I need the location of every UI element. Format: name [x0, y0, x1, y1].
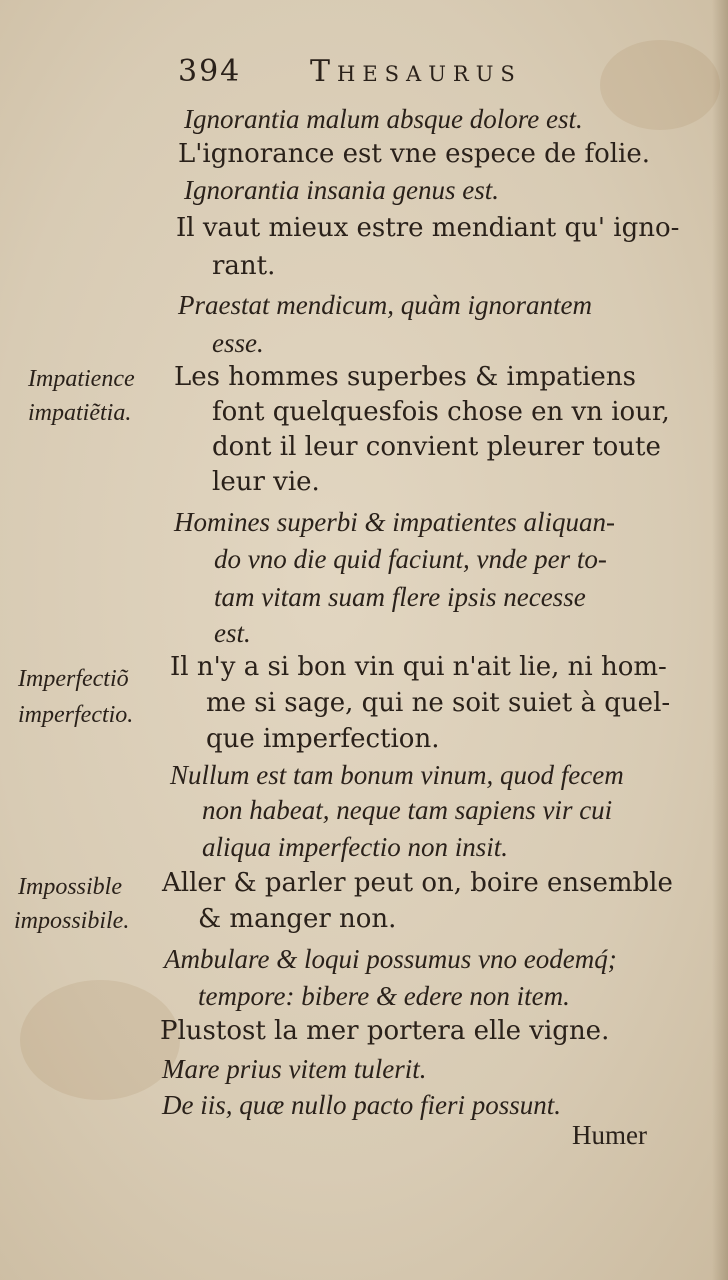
text-line: do vno die quid faciunt, vnde per to- — [214, 544, 607, 574]
text-line: dont il leur convient pleurer toute — [212, 432, 661, 462]
page-gutter-shadow — [712, 0, 728, 1280]
text-line: que imperfection. — [206, 724, 440, 754]
text-line: est. — [214, 618, 251, 648]
text-line: Homines superbi & impatientes aliquan- — [174, 507, 615, 537]
text-line: me si sage, qui ne soit suiet à quel- — [206, 688, 671, 718]
page-number: 394 — [178, 54, 242, 89]
text-line: Nullum est tam bonum vinum, quod fecem — [170, 760, 624, 790]
text-line: Praestat mendicum, quàm ignorantem — [178, 290, 592, 320]
text-line: Ignorantia malum absque dolore est. — [184, 104, 583, 134]
text-line: esse. — [212, 328, 264, 358]
text-line: rant. — [212, 251, 276, 281]
running-title: Thesaurus — [310, 54, 522, 89]
text-line: tam vitam suam flere ipsis necesse — [214, 582, 586, 612]
text-line: non habeat, neque tam sapiens vir cui — [202, 795, 613, 825]
paper-stain — [20, 980, 180, 1100]
margin-keyword-latin: impatiẽtia. — [28, 400, 132, 426]
text-line: De iis, quæ nullo pacto fieri possunt. — [162, 1090, 562, 1120]
text-line: Les hommes superbes & impatiens — [174, 362, 636, 392]
text-line: Mare prius vitem tulerit. — [162, 1054, 427, 1084]
text-line: Ignorantia insania genus est. — [184, 175, 499, 205]
text-line: & manger non. — [198, 904, 397, 934]
margin-keyword-latin: imperfectio. — [18, 702, 134, 728]
text-line: leur vie. — [212, 467, 320, 497]
running-header — [178, 52, 638, 96]
text-line: Il vaut mieux estre mendiant qu' igno- — [176, 213, 680, 243]
text-line: Il n'y a si bon vin qui n'ait lie, ni hom- — [170, 652, 667, 682]
text-line: Aller & parler peut on, boire ensemble — [162, 868, 673, 898]
text-line: L'ignorance est vne espece de folie. — [178, 139, 651, 169]
margin-keyword: Impossible — [18, 874, 122, 900]
text-line: tempore: bibere & edere non item. — [198, 981, 570, 1011]
margin-keyword: Impatience — [28, 366, 135, 392]
text-line: Ambulare & loqui possumus vno eodemq́; — [164, 944, 617, 974]
catchword: Humer — [572, 1120, 647, 1150]
text-line: aliqua imperfectio non insit. — [202, 832, 508, 862]
margin-keyword: Imperfectiõ — [18, 666, 129, 692]
text-line: font quelquesfois chose en vn iour, — [212, 397, 670, 427]
margin-keyword-latin: impossibile. — [14, 908, 130, 934]
text-line: Plustost la mer portera elle vigne. — [160, 1016, 610, 1046]
